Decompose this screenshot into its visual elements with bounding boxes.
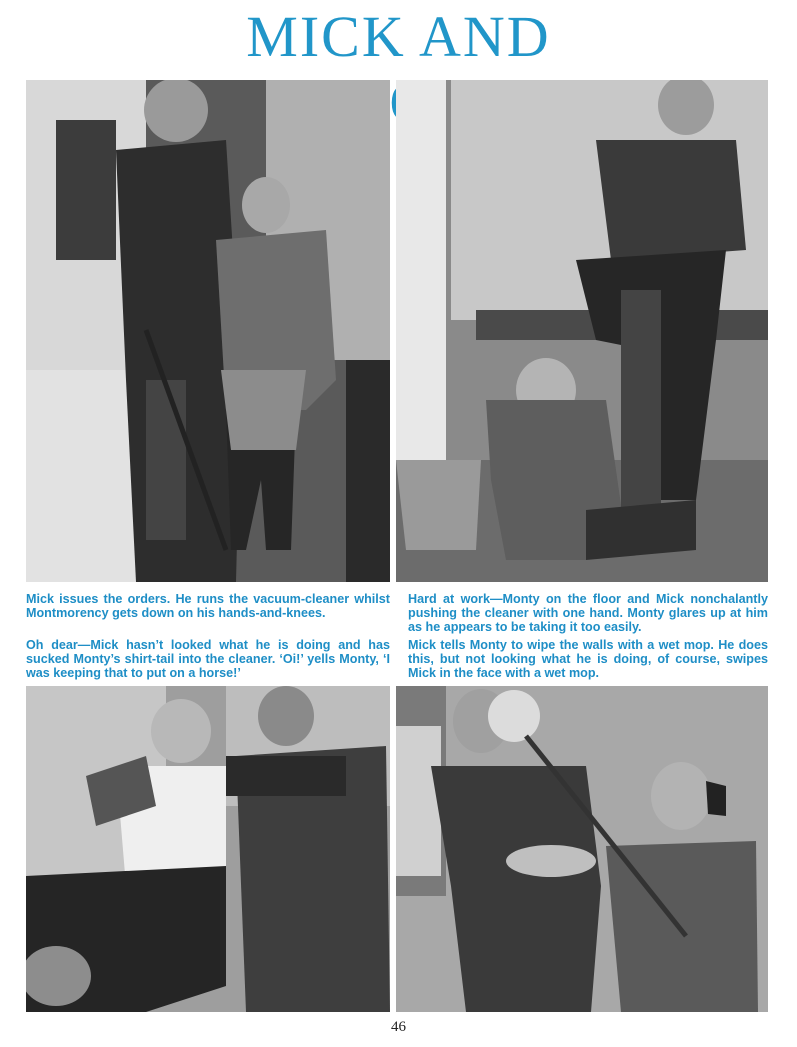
page-number: 46: [391, 1019, 406, 1035]
caption-middle-right: Mick tells Monty to wipe the walls with a wet mop. He does this, but not looking what he is doing, of course, swipes Mick in the face with a wet mop.: [408, 638, 768, 680]
caption-top-left: Mick issues the orders. He runs the vacuum-cleaner whilst Montmorency gets down on his hands-and-knees.: [26, 592, 390, 620]
caption-middle-left: Oh dear—Mick hasn’t looked what he is doing and has sucked Monty’s shirt-tail into the cleaner. ‘Oi!’ yells Monty, ‘I was keeping that to put on a horse!’: [26, 638, 390, 680]
page-title: MICK AND: [246, 4, 551, 69]
photo-hard-at-work: [396, 80, 768, 582]
photo-mick-issues-orders: [26, 80, 390, 582]
photo-shirt-tail-cleaner: [26, 686, 390, 1012]
caption-top-right: Hard at work—Monty on the floor and Mick nonchalantly pushing the cleaner with one hand. Monty glares up at him as he appears to be taking it too easily.: [408, 592, 768, 634]
photo-wet-mop: [396, 686, 768, 1012]
